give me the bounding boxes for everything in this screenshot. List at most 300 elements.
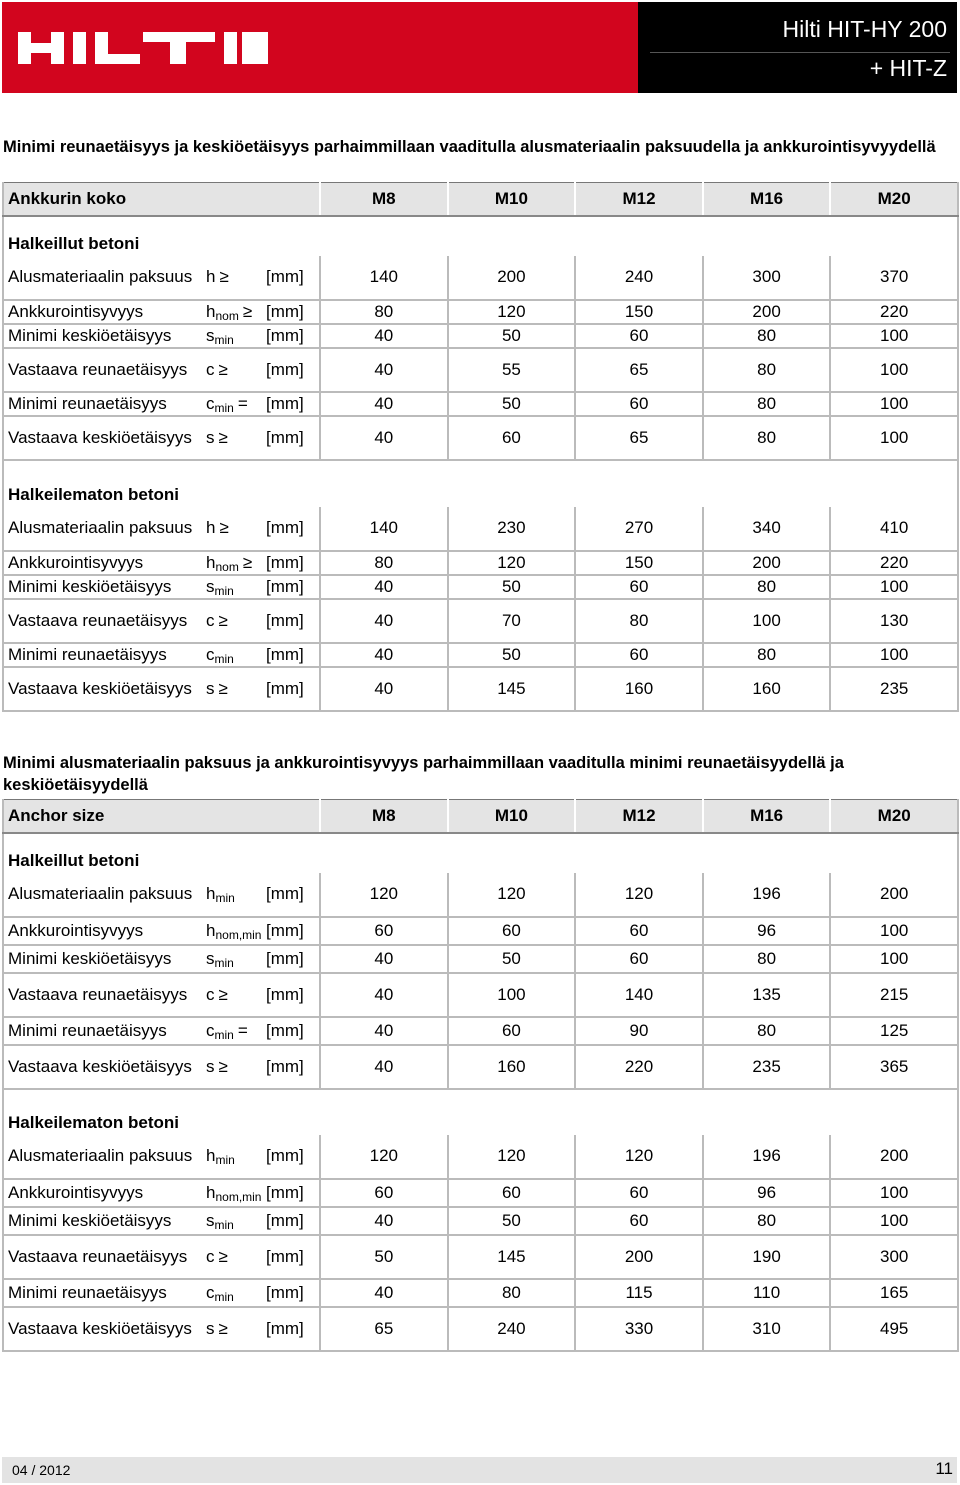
table-cell: 100 [830, 1207, 958, 1235]
table-cell: 100 [703, 599, 831, 643]
table-row [3, 1179, 958, 1207]
table-cell: 100 [830, 1179, 958, 1207]
table-row [3, 416, 958, 460]
table-cell: 100 [830, 416, 958, 460]
row-symbol [200, 1179, 266, 1207]
symbol-letter: h [206, 1182, 216, 1202]
row-unit: [mm] [266, 256, 320, 300]
table-cell: 60 [575, 1207, 703, 1235]
group-title-row [3, 1089, 958, 1135]
symbol-letter: c [206, 393, 215, 413]
page-number: 11 [935, 1459, 953, 1478]
table-cell: 80 [703, 416, 831, 460]
table-cell: 65 [320, 1307, 448, 1351]
table-cell: 50 [448, 324, 576, 348]
page-header [2, 2, 957, 93]
row-symbol [200, 300, 266, 324]
table-cell: 40 [320, 1207, 448, 1235]
table-cell: 140 [320, 507, 448, 551]
table-cell: 100 [830, 324, 958, 348]
row-label: Minimi keskiöetäisyys [3, 945, 200, 973]
symbol-subscript: nom [215, 308, 239, 323]
group-title-row [3, 833, 958, 873]
table-cell: 100 [830, 392, 958, 416]
symbol-subscript: nom,min [215, 927, 262, 942]
symbol-letter: s [206, 1056, 215, 1076]
table-cell: 365 [830, 1045, 958, 1089]
row-unit: [mm] [266, 1045, 320, 1089]
section1-title: Minimi reunaetäisyys ja keskiöetäisyys parhaimmillaan vaaditulla alusmateriaalin paksuudella ja ankkurointisyvyydellä [3, 138, 936, 156]
row-label: Minimi keskiöetäisyys [3, 1207, 200, 1235]
row-unit: [mm] [266, 551, 320, 575]
table-cell: 160 [575, 667, 703, 711]
table-cell: 50 [448, 643, 576, 667]
table-cell: 90 [575, 1017, 703, 1045]
table-cell: 165 [830, 1279, 958, 1307]
table-cell: 310 [703, 1307, 831, 1351]
table-cell: 60 [575, 575, 703, 599]
table-cell: 130 [830, 599, 958, 643]
table-cell: 220 [830, 551, 958, 575]
row-unit: [mm] [266, 1235, 320, 1279]
symbol-operator: ≥ [218, 984, 228, 1004]
table-cell: 60 [448, 1179, 576, 1207]
table-cell: 220 [830, 300, 958, 324]
symbol-subscript: min [214, 332, 234, 347]
row-symbol [200, 392, 266, 416]
row-unit: [mm] [266, 1307, 320, 1351]
row-label: Alusmateriaalin paksuus [3, 873, 200, 917]
row-label: Alusmateriaalin paksuus [3, 256, 200, 300]
table-cell: 60 [320, 1179, 448, 1207]
table-row [3, 1307, 958, 1351]
table-cell: 40 [320, 324, 448, 348]
row-label: Minimi keskiöetäisyys [3, 575, 200, 599]
table-cell: 50 [448, 575, 576, 599]
table-cell: 300 [703, 256, 831, 300]
table-cell: 145 [448, 1235, 576, 1279]
section2-title: Minimi alusmateriaalin paksuus ja ankkurointisyvyys parhaimmillaan vaaditulla minimi reunaetäisyydellä ja keskiöetäisyydellä [3, 754, 844, 794]
column-header: M8 [320, 183, 448, 216]
row-symbol [200, 507, 266, 551]
symbol-letter: c [206, 359, 215, 379]
symbol-operator: ≥ [218, 1246, 228, 1266]
column-header: M20 [830, 183, 958, 216]
symbol-letter: c [206, 1246, 215, 1266]
table-cell: 100 [830, 945, 958, 973]
row-symbol [200, 917, 266, 945]
table-cell: 150 [575, 551, 703, 575]
column-header: M10 [448, 800, 576, 833]
symbol-subscript: nom [215, 559, 239, 574]
row-symbol [200, 575, 266, 599]
table-cell: 60 [575, 392, 703, 416]
table-cell: 60 [448, 917, 576, 945]
table-cell: 55 [448, 348, 576, 392]
symbol-operator: ≥ [218, 678, 228, 698]
symbol-letter: s [206, 1210, 215, 1230]
row-unit: [mm] [266, 973, 320, 1017]
symbol-letter: c [206, 1282, 215, 1302]
table-cell: 80 [703, 392, 831, 416]
table-cell: 196 [703, 1135, 831, 1179]
symbol-subscript: min [214, 651, 234, 666]
table-row [3, 599, 958, 643]
row-symbol [200, 873, 266, 917]
symbol-letter: h [206, 884, 216, 903]
row-symbol [200, 973, 266, 1017]
section2-table [2, 799, 959, 1352]
hilti-logo [18, 30, 268, 66]
row-symbol [200, 643, 266, 667]
row-unit: [mm] [266, 507, 320, 551]
symbol-subscript: min [215, 891, 235, 905]
symbol-subscript: min [214, 1289, 234, 1304]
table-row [3, 256, 958, 300]
column-header: M12 [575, 800, 703, 833]
table-cell: 125 [830, 1017, 958, 1045]
table-cell: 120 [575, 1135, 703, 1179]
row-symbol [200, 599, 266, 643]
symbol-operator: ≥ [218, 1318, 228, 1338]
row-label: Minimi reunaetäisyys [3, 643, 200, 667]
table-cell: 80 [703, 1017, 831, 1045]
table-row [3, 973, 958, 1017]
table-cell: 120 [448, 873, 576, 917]
table-cell: 200 [703, 551, 831, 575]
row-label: Alusmateriaalin paksuus [3, 507, 200, 551]
column-header: M16 [703, 183, 831, 216]
row-unit: [mm] [266, 599, 320, 643]
anchor-size-label: Ankkurin koko [3, 183, 320, 216]
row-label: Vastaava keskiöetäisyys [3, 667, 200, 711]
table-cell: 200 [575, 1235, 703, 1279]
symbol-operator: ≥ [219, 267, 229, 286]
table-row [3, 1207, 958, 1235]
table-cell: 100 [830, 643, 958, 667]
row-symbol [200, 1045, 266, 1089]
table-cell: 240 [448, 1307, 576, 1351]
table-cell: 65 [575, 348, 703, 392]
table-cell: 120 [575, 873, 703, 917]
table-row [3, 1279, 958, 1307]
symbol-letter: s [206, 576, 215, 596]
row-symbol [200, 1135, 266, 1179]
table-cell: 120 [448, 551, 576, 575]
row-unit: [mm] [266, 348, 320, 392]
row-unit: [mm] [266, 1179, 320, 1207]
row-label: Vastaava reunaetäisyys [3, 348, 200, 392]
table-row [3, 1017, 958, 1045]
table-cell: 80 [320, 551, 448, 575]
symbol-letter: h [206, 1146, 216, 1165]
symbol-subscript: min [214, 955, 234, 970]
group-title: Halkeillut betoni [8, 233, 140, 253]
symbol-letter: s [206, 325, 215, 345]
row-symbol [200, 1279, 266, 1307]
table-cell: 340 [703, 507, 831, 551]
table-row [3, 300, 958, 324]
table-cell: 200 [703, 300, 831, 324]
row-symbol [200, 324, 266, 348]
row-label: Minimi reunaetäisyys [3, 1279, 200, 1307]
symbol-letter: s [206, 1318, 215, 1338]
row-label: Ankkurointisyvyys [3, 551, 200, 575]
table-cell: 60 [448, 416, 576, 460]
column-header: M8 [320, 800, 448, 833]
symbol-operator: ≥ [218, 359, 228, 379]
table-cell: 235 [830, 667, 958, 711]
symbol-operator: ≥ [242, 552, 253, 572]
table-cell: 60 [575, 643, 703, 667]
symbol-letter: h [206, 518, 216, 537]
table-cell: 215 [830, 973, 958, 1017]
table-cell: 120 [448, 1135, 576, 1179]
table-row [3, 392, 958, 416]
table-row [3, 643, 958, 667]
table-cell: 270 [575, 507, 703, 551]
table-cell: 196 [703, 873, 831, 917]
table-row [3, 1045, 958, 1089]
table-cell: 80 [703, 643, 831, 667]
row-label: Alusmateriaalin paksuus [3, 1135, 200, 1179]
table-cell: 40 [320, 945, 448, 973]
table-cell: 160 [448, 1045, 576, 1089]
row-unit: [mm] [266, 324, 320, 348]
table-cell: 65 [575, 416, 703, 460]
row-label: Ankkurointisyvyys [3, 1179, 200, 1207]
symbol-subscript: min [214, 583, 234, 598]
symbol-letter: s [206, 948, 215, 968]
table-cell: 60 [448, 1017, 576, 1045]
table-cell: 200 [448, 256, 576, 300]
row-unit: [mm] [266, 643, 320, 667]
row-label: Vastaava keskiöetäisyys [3, 1307, 200, 1351]
table-cell: 40 [320, 599, 448, 643]
table-cell: 60 [575, 917, 703, 945]
table-cell: 60 [575, 324, 703, 348]
row-symbol [200, 1235, 266, 1279]
table-cell: 145 [448, 667, 576, 711]
row-symbol [200, 1307, 266, 1351]
section1-table [2, 182, 959, 712]
row-symbol [200, 945, 266, 973]
table-cell: 100 [830, 348, 958, 392]
table-cell: 135 [703, 973, 831, 1017]
table-cell: 115 [575, 1279, 703, 1307]
table-cell: 330 [575, 1307, 703, 1351]
symbol-operator: ≥ [218, 427, 228, 447]
row-label: Ankkurointisyvyys [3, 300, 200, 324]
symbol-operator: ≥ [218, 1056, 228, 1076]
table-cell: 80 [703, 348, 831, 392]
row-label: Vastaava keskiöetäisyys [3, 1045, 200, 1089]
table-row [3, 945, 958, 973]
table-cell: 40 [320, 1279, 448, 1307]
table-cell: 230 [448, 507, 576, 551]
row-symbol [200, 416, 266, 460]
row-unit: [mm] [266, 917, 320, 945]
column-header: M12 [575, 183, 703, 216]
group-title: Halkeilematon betoni [8, 1112, 179, 1132]
group-title: Halkeillut betoni [8, 850, 140, 870]
table-cell: 96 [703, 917, 831, 945]
table-cell: 120 [320, 1135, 448, 1179]
row-unit: [mm] [266, 1279, 320, 1307]
table-cell: 100 [830, 917, 958, 945]
row-label: Ankkurointisyvyys [3, 917, 200, 945]
table-cell: 60 [320, 917, 448, 945]
symbol-letter: c [206, 644, 215, 664]
table-cell: 200 [830, 873, 958, 917]
symbol-letter: h [206, 552, 216, 572]
table-row [3, 507, 958, 551]
table-cell: 40 [320, 348, 448, 392]
symbol-letter: h [206, 301, 216, 321]
table-cell: 60 [575, 1179, 703, 1207]
row-unit: [mm] [266, 300, 320, 324]
row-unit: [mm] [266, 416, 320, 460]
table-cell: 150 [575, 300, 703, 324]
row-unit: [mm] [266, 392, 320, 416]
symbol-letter: s [206, 678, 215, 698]
table-row [3, 348, 958, 392]
table-cell: 40 [320, 392, 448, 416]
group-title-row [3, 216, 958, 256]
symbol-operator: ≥ [218, 610, 228, 630]
symbol-letter: h [206, 920, 216, 940]
table-cell: 40 [320, 973, 448, 1017]
table-cell: 50 [320, 1235, 448, 1279]
table-cell: 80 [703, 324, 831, 348]
table-cell: 120 [320, 873, 448, 917]
column-header: M20 [830, 800, 958, 833]
group-title-row [3, 460, 958, 507]
table-cell: 60 [575, 945, 703, 973]
row-symbol [200, 667, 266, 711]
table-cell: 300 [830, 1235, 958, 1279]
row-unit: [mm] [266, 873, 320, 917]
table-cell: 80 [448, 1279, 576, 1307]
column-header: M16 [703, 800, 831, 833]
table-header-row [3, 800, 958, 833]
table-header-row [3, 183, 958, 216]
row-unit: [mm] [266, 1017, 320, 1045]
publication-date: 04 / 2012 [12, 1462, 71, 1478]
symbol-subscript: min [214, 1217, 234, 1232]
table-cell: 240 [575, 256, 703, 300]
table-row [3, 575, 958, 599]
table-cell: 80 [703, 575, 831, 599]
symbol-subscript: min [215, 1153, 235, 1167]
table-cell: 70 [448, 599, 576, 643]
table-cell: 80 [703, 1207, 831, 1235]
table-cell: 80 [575, 599, 703, 643]
table-row [3, 551, 958, 575]
symbol-letter: c [206, 1020, 215, 1040]
table-cell: 140 [320, 256, 448, 300]
table-cell: 40 [320, 1045, 448, 1089]
table-row [3, 873, 958, 917]
symbol-operator: ≥ [242, 301, 253, 321]
symbol-letter: c [206, 984, 215, 1004]
row-unit: [mm] [266, 667, 320, 711]
product-subname: + HIT-Z [869, 55, 947, 81]
table-cell: 100 [448, 973, 576, 1017]
table-cell: 96 [703, 1179, 831, 1207]
symbol-operator: = [237, 1020, 248, 1040]
table-cell: 495 [830, 1307, 958, 1351]
symbol-subscript: nom,min [215, 1189, 262, 1204]
table-cell: 40 [320, 643, 448, 667]
table-cell: 200 [830, 1135, 958, 1179]
table-cell: 100 [830, 575, 958, 599]
table-cell: 40 [320, 1017, 448, 1045]
row-label: Vastaava reunaetäisyys [3, 1235, 200, 1279]
symbol-operator: ≥ [219, 518, 229, 537]
table-cell: 50 [448, 945, 576, 973]
row-symbol [200, 1017, 266, 1045]
table-cell: 220 [575, 1045, 703, 1089]
table-cell: 80 [320, 300, 448, 324]
symbol-letter: s [206, 427, 215, 447]
page-footer [2, 1457, 957, 1483]
row-unit: [mm] [266, 945, 320, 973]
row-label: Vastaava reunaetäisyys [3, 599, 200, 643]
table-cell: 410 [830, 507, 958, 551]
header-divider [650, 52, 950, 53]
table-row [3, 667, 958, 711]
row-label: Minimi keskiöetäisyys [3, 324, 200, 348]
symbol-letter: c [206, 610, 215, 630]
table-row [3, 1135, 958, 1179]
row-label: Minimi reunaetäisyys [3, 1017, 200, 1045]
table-cell: 40 [320, 667, 448, 711]
column-header: M10 [448, 183, 576, 216]
group-title: Halkeilematon betoni [8, 484, 179, 504]
table-cell: 190 [703, 1235, 831, 1279]
product-name: Hilti HIT-HY 200 [782, 16, 947, 42]
anchor-size-label: Anchor size [3, 800, 320, 833]
row-unit: [mm] [266, 575, 320, 599]
table-cell: 50 [448, 1207, 576, 1235]
symbol-subscript: min [214, 400, 234, 415]
symbol-subscript: min [214, 1027, 234, 1042]
table-cell: 160 [703, 667, 831, 711]
table-row [3, 917, 958, 945]
table-cell: 50 [448, 392, 576, 416]
symbol-letter: h [206, 267, 216, 286]
table-cell: 235 [703, 1045, 831, 1089]
row-unit: [mm] [266, 1135, 320, 1179]
table-cell: 140 [575, 973, 703, 1017]
table-row [3, 1235, 958, 1279]
table-cell: 120 [448, 300, 576, 324]
table-cell: 370 [830, 256, 958, 300]
row-label: Vastaava reunaetäisyys [3, 973, 200, 1017]
row-symbol [200, 1207, 266, 1235]
row-unit: [mm] [266, 1207, 320, 1235]
row-symbol [200, 256, 266, 300]
row-symbol [200, 348, 266, 392]
table-cell: 110 [703, 1279, 831, 1307]
row-label: Vastaava keskiöetäisyys [3, 416, 200, 460]
table-cell: 40 [320, 416, 448, 460]
table-row [3, 324, 958, 348]
row-symbol [200, 551, 266, 575]
row-label: Minimi reunaetäisyys [3, 392, 200, 416]
table-cell: 40 [320, 575, 448, 599]
